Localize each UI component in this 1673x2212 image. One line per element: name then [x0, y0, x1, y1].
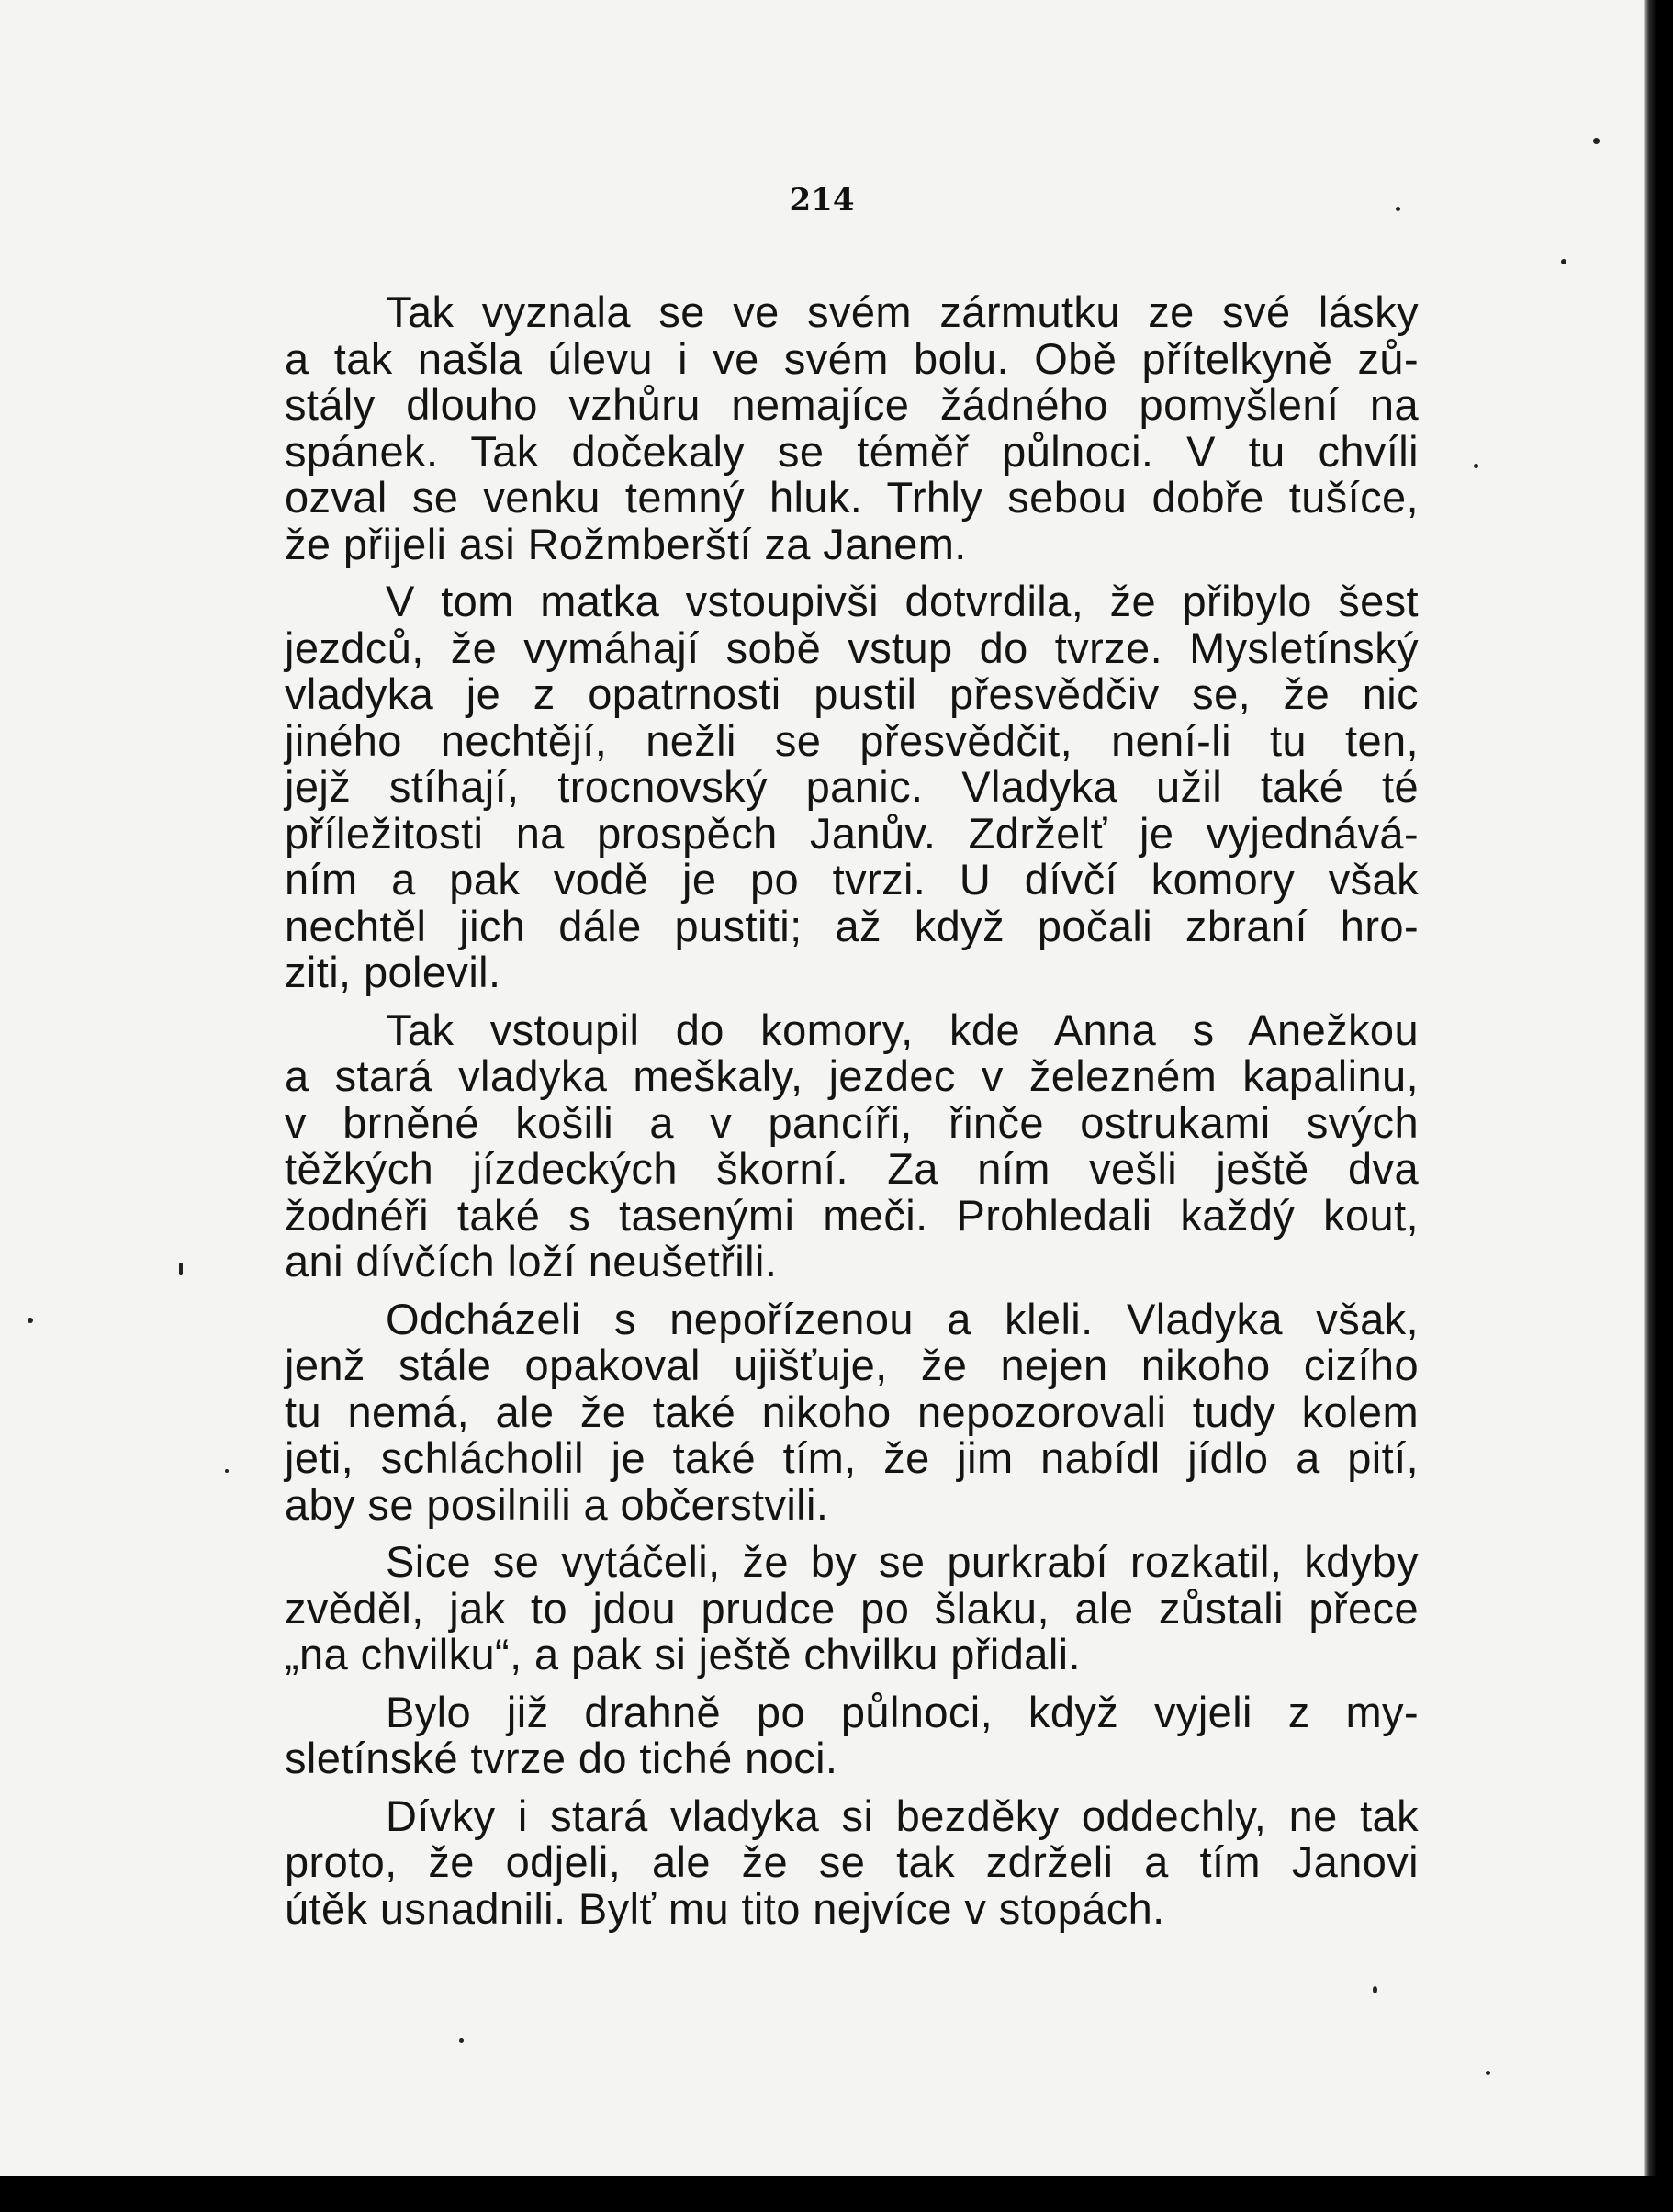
text-line: příležitosti na prospěch Janův. Zdrželť je vyjednává- — [285, 808, 1419, 858]
paragraph — [285, 1539, 1419, 1679]
paragraph — [285, 1687, 1419, 1782]
text-line: Odcházeli s nepořízenou a kleli. Vladyka však, — [386, 1294, 1419, 1343]
text-line: V tom matka vstoupivši dotvrdila, že přibylo šest — [386, 577, 1419, 625]
paragraph — [285, 1007, 1419, 1286]
text-line: Tak vstoupil do komory, kde Anna s Anežkou — [386, 1005, 1419, 1054]
text-line: Sice se vytáčeli, že by se purkrabí rozkatil, kdyby — [386, 1537, 1419, 1586]
paragraph — [285, 289, 1419, 567]
text-line: spánek. Tak dočekaly se téměř půlnoci. V tu chvíli — [285, 426, 1419, 476]
scan-speck — [225, 1469, 229, 1473]
scan-border-bottom — [0, 2176, 1673, 2212]
text-line: vladyka je z opatrnosti pustil přesvědčiv se, že nic — [285, 669, 1419, 718]
text-line: stály dlouho vzhůru nemajíce žádného pomyšlení na — [285, 380, 1419, 429]
scan-speck — [1474, 464, 1478, 468]
paragraph — [285, 1294, 1419, 1529]
paragraph — [285, 1793, 1419, 1933]
text-line: že přijeli asi Rožmberští za Janem. — [285, 519, 967, 568]
text-line: ziti, polevil. — [285, 948, 501, 996]
text-line: a tak našla úlevu i ve svém bolu. Obě přítelkyně zů- — [285, 333, 1419, 383]
text-line: jiného nechtějí, nežli se přesvědčit, není-li tu ten, — [285, 715, 1419, 765]
text-line: „na chvilku“, a pak si ještě chvilku přidali. — [285, 1630, 1081, 1679]
text-line: sletínské tvrze do tiché noci. — [285, 1734, 838, 1782]
scan-speck — [1593, 138, 1600, 144]
text-line: jeti, schlácholil je také tím, že jim nabídl jídlo a pití, — [285, 1433, 1419, 1482]
text-line: ozval se venku temný hluk. Trhly sebou dobře tušíce, — [285, 473, 1419, 522]
scan-speck — [1561, 259, 1566, 264]
page-number: 214 — [789, 182, 855, 219]
text-line: zvěděl, jak to jdou prudce po šlaku, ale zůstali přece — [285, 1583, 1419, 1633]
scan-speck — [179, 1263, 183, 1275]
text-line: žodnéři také s tasenými meči. Prohledali každý kout, — [285, 1190, 1419, 1240]
scan-border-right — [1644, 0, 1673, 2212]
text-line: jejž stíhají, trocnovský panic. Vladyka užil také té — [285, 762, 1419, 811]
text-line: v brněné košili a v pancíři, řinče ostrukami svých — [285, 1097, 1419, 1147]
text-line: aby se posilnili a občerstvili. — [285, 1479, 829, 1529]
text-line: jenž stále opakoval ujišťuje, že nejen nikoho cizího — [285, 1341, 1419, 1389]
text-line: proto, že odjeli, ale že se tak zdrželi a tím Janovi — [285, 1837, 1419, 1886]
text-line: ním a pak vodě je po tvrzi. U dívčí komory však — [285, 855, 1419, 904]
text-line: Bylo již drahně po půlnoci, když vyjeli z my- — [386, 1687, 1419, 1736]
text-line: Dívky i stará vladyka si bezděky oddechly, ne tak — [386, 1791, 1419, 1840]
text-line: Tak vyznala se ve svém zármutku ze své lásky — [386, 287, 1419, 336]
scan-speck — [459, 2038, 464, 2043]
text-line: těžkých jízdeckých škorní. Za ním vešli ještě dva — [285, 1144, 1419, 1193]
text-line: a stará vladyka meškaly, jezdec v železném kapalinu, — [285, 1051, 1419, 1100]
scan-speck — [1486, 2071, 1490, 2075]
paragraph — [285, 578, 1419, 996]
text-line: tu nemá, ale že také nikoho nepozorovali tudy kolem — [285, 1387, 1419, 1436]
text-line: nechtěl jich dále pustiti; až když počali zbraní hro- — [285, 901, 1419, 950]
scan-speck — [28, 1318, 33, 1323]
body-text — [285, 289, 1419, 1932]
scan-speck — [1373, 1986, 1377, 1993]
scan-speck — [1396, 207, 1400, 211]
text-line: jezdců, že vymáhají sobě vstup do tvrze. Mysletínský — [285, 623, 1419, 672]
text-line: útěk usnadnili. Bylť mu tito nejvíce v stopách. — [285, 1883, 1165, 1933]
text-line: ani dívčích loží neušetřili. — [285, 1237, 778, 1286]
